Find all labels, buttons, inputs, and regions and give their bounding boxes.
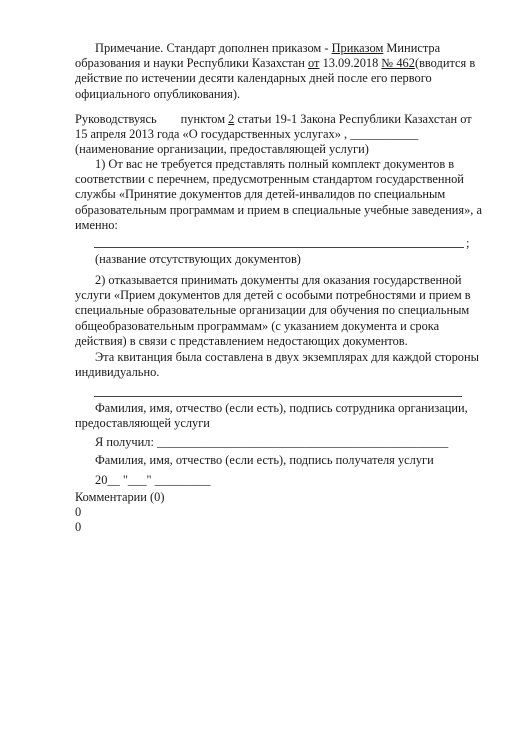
note-text-3: 13.09.2018 — [319, 56, 382, 71]
order-date-link[interactable]: от — [308, 56, 320, 71]
received-line — [75, 435, 487, 450]
received-blank: _______________________________________________ — [157, 435, 449, 449]
item-1-text: 1) От вас не требуется представлять полный комплект документов в соответствии с перечнем, предусмотренным стандартом государственной службы «Принятие документов для детей-инвалидов по специальным образовательным программам и прием в специальные учебные заведения», а именно: — [75, 157, 482, 232]
receipt-note: Эта квитанция была составлена в двух экземплярах для каждой стороны индивидуально. — [75, 350, 479, 380]
amendment-note — [75, 41, 487, 102]
date-line: 20__ "___" _________ — [95, 473, 211, 487]
clause-number: 2 — [228, 112, 235, 126]
note-text-2: Министра образования и науки Республики Казахстан — [75, 41, 441, 71]
staff-signature-line — [94, 396, 462, 397]
item-2-text: 2) отказывается принимать документы для оказания государственной услуги «Прием документов для детей с особыми потребностями и прием в специальные образовательные организации для обучения по специальным общеобразовательным программам» (с указанием документа и срока действия) в связи с представлением недостающих документов. — [75, 273, 471, 348]
comments-value-2: 0 — [75, 520, 82, 534]
missing-documents-caption: (название отсутствующих документов) — [95, 252, 301, 266]
organization-blank: ___________ — [350, 127, 419, 142]
staff-signature-caption: Фамилия, имя, отчество (если есть), подпись сотрудника организации, предоставляющей услуги — [75, 401, 468, 431]
guided-text-2: статьи 19-1 Закона Республики Казахстан от 15 апреля 2013 года «О государственных услугах» , — [75, 112, 472, 142]
order-link[interactable]: Приказом — [331, 41, 384, 55]
note-text-4: (вводится в действие по истечении десяти календарных дней после его первого официального опубликования). — [75, 56, 476, 101]
organization-caption: (наименование организации, предоставляющей услуги) — [75, 142, 369, 156]
guided-paragraph — [75, 112, 487, 142]
comments-label[interactable]: Комментарии (0) — [75, 490, 165, 504]
missing-documents-semicolon: ; — [466, 236, 470, 250]
guided-lead: Руководствуясь — [75, 112, 157, 126]
received-label: Я получил: — [95, 435, 157, 449]
guided-text-1: пунктом — [180, 112, 229, 126]
comments-value-1: 0 — [75, 505, 82, 519]
recipient-signature-caption: Фамилия, имя, отчество (если есть), подпись получателя услуги — [95, 453, 434, 467]
note-text-1: Примечание. Стандарт дополнен приказом - — [95, 41, 332, 55]
order-number-link[interactable]: № 462 — [381, 56, 415, 71]
missing-documents-line — [94, 247, 464, 248]
